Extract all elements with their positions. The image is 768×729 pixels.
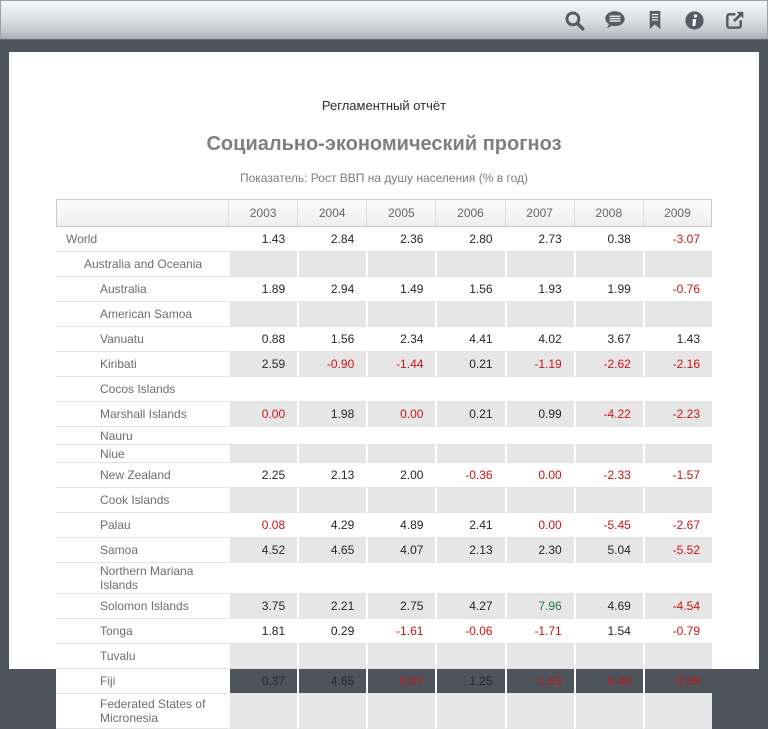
value-cell	[366, 445, 435, 463]
info-icon[interactable]	[678, 5, 711, 35]
row-label: Tonga	[56, 619, 228, 644]
value-cell: -0.76	[643, 277, 712, 302]
value-cell: 1.89	[228, 277, 297, 302]
table-row	[56, 669, 712, 694]
value-cell: 2.84	[297, 227, 366, 252]
row-label: American Samoa	[56, 302, 228, 327]
value-cell: 1.43	[228, 227, 297, 252]
column-header-empty	[56, 199, 228, 227]
value-cell	[228, 252, 297, 277]
value-cell: 2.73	[505, 227, 574, 252]
row-label: Vanuatu	[56, 327, 228, 352]
value-cell: 4.41	[435, 327, 504, 352]
table-header-row	[56, 199, 712, 227]
value-cell: 2.25	[228, 463, 297, 488]
column-header-2005: 2005	[366, 199, 435, 227]
value-cell: -2.33	[574, 463, 643, 488]
value-cell	[297, 302, 366, 327]
value-cell	[435, 377, 504, 402]
value-cell	[366, 302, 435, 327]
value-cell	[297, 488, 366, 513]
row-label: Nauru	[56, 427, 228, 445]
value-cell	[643, 302, 712, 327]
row-label: World	[56, 227, 228, 252]
value-cell	[297, 445, 366, 463]
value-cell	[574, 445, 643, 463]
value-cell	[435, 644, 504, 669]
value-cell: 4.29	[297, 513, 366, 538]
table-row	[56, 252, 712, 277]
value-cell: -5.52	[643, 538, 712, 563]
value-cell	[366, 694, 435, 729]
row-label: Kiribati	[56, 352, 228, 377]
value-cell	[505, 445, 574, 463]
table-row	[56, 352, 712, 377]
value-cell: 4.52	[228, 538, 297, 563]
value-cell: 2.80	[435, 227, 504, 252]
value-cell	[505, 694, 574, 729]
value-cell	[366, 488, 435, 513]
value-cell: 1.98	[297, 402, 366, 427]
value-cell: 2.21	[297, 594, 366, 619]
value-cell: 2.41	[435, 513, 504, 538]
value-cell	[366, 563, 435, 594]
value-cell	[574, 694, 643, 729]
value-cell: -1.44	[366, 352, 435, 377]
value-cell	[297, 427, 366, 445]
row-label: New Zealand	[56, 463, 228, 488]
value-cell: 5.04	[574, 538, 643, 563]
table-row	[56, 445, 712, 463]
value-cell: 1.56	[435, 277, 504, 302]
row-label: Northern Mariana Islands	[56, 563, 228, 594]
value-cell: -1.53	[505, 669, 574, 694]
value-cell	[435, 445, 504, 463]
value-cell: -0.06	[435, 619, 504, 644]
value-cell: -0.79	[643, 619, 712, 644]
table-row	[56, 463, 712, 488]
value-cell: -2.62	[574, 352, 643, 377]
row-label: Palau	[56, 513, 228, 538]
value-cell: 2.34	[366, 327, 435, 352]
report-type-label: Регламентный отчёт	[321, 98, 447, 113]
value-cell: -1.71	[505, 619, 574, 644]
value-cell: 0.21	[435, 402, 504, 427]
value-cell: -5.45	[574, 513, 643, 538]
value-cell	[505, 488, 574, 513]
value-cell	[505, 644, 574, 669]
table-row	[56, 513, 712, 538]
value-cell: -1.61	[366, 619, 435, 644]
value-cell: 2.13	[297, 463, 366, 488]
value-cell: 0.21	[435, 352, 504, 377]
table-row	[56, 277, 712, 302]
table-row	[56, 619, 712, 644]
value-cell	[505, 302, 574, 327]
table-body	[56, 227, 712, 729]
value-cell: 2.00	[366, 463, 435, 488]
value-cell	[643, 694, 712, 729]
value-cell	[297, 644, 366, 669]
value-cell	[574, 644, 643, 669]
table-row	[56, 302, 712, 327]
value-cell	[505, 252, 574, 277]
value-cell: 1.93	[505, 277, 574, 302]
value-cell	[228, 302, 297, 327]
value-cell	[574, 377, 643, 402]
value-cell: -1.19	[505, 352, 574, 377]
column-header-2008: 2008	[574, 199, 643, 227]
value-cell	[228, 563, 297, 594]
value-cell: -4.22	[574, 402, 643, 427]
column-header-2004: 2004	[297, 199, 366, 227]
value-cell: 3.75	[228, 594, 297, 619]
value-cell: 7.96	[505, 594, 574, 619]
table-row	[56, 694, 712, 729]
value-cell	[366, 252, 435, 277]
value-cell	[643, 377, 712, 402]
row-label: Solomon Islands	[56, 594, 228, 619]
bookmark-icon[interactable]	[638, 5, 671, 35]
value-cell: -0.90	[297, 352, 366, 377]
value-cell: 0.29	[297, 619, 366, 644]
table-row	[56, 377, 712, 402]
value-cell: 2.59	[228, 352, 297, 377]
value-cell: 1.56	[297, 327, 366, 352]
value-cell: 2.30	[505, 538, 574, 563]
value-cell: -0.36	[435, 463, 504, 488]
value-cell	[228, 377, 297, 402]
value-cell	[574, 427, 643, 445]
value-cell	[297, 563, 366, 594]
value-cell	[366, 644, 435, 669]
value-cell: 1.25	[435, 669, 504, 694]
value-cell	[643, 644, 712, 669]
value-cell	[643, 427, 712, 445]
value-cell: 4.27	[435, 594, 504, 619]
row-label: Australia and Oceania	[56, 252, 228, 277]
value-cell: 0.88	[228, 327, 297, 352]
value-cell: 4.65	[297, 669, 366, 694]
value-cell: 0.08	[228, 513, 297, 538]
value-cell	[574, 488, 643, 513]
value-cell: 4.89	[366, 513, 435, 538]
row-label: Federated States of Micronesia	[56, 694, 228, 729]
column-header-2009: 2009	[643, 199, 712, 227]
value-cell	[505, 377, 574, 402]
value-cell	[574, 302, 643, 327]
value-cell: 3.67	[574, 327, 643, 352]
value-cell	[366, 377, 435, 402]
row-label: Cook Islands	[56, 488, 228, 513]
value-cell: 4.65	[297, 538, 366, 563]
table-row	[56, 538, 712, 563]
table-row	[56, 227, 712, 252]
export-icon[interactable]	[718, 5, 751, 35]
value-cell: 0.07	[366, 669, 435, 694]
value-cell	[228, 445, 297, 463]
value-cell	[643, 488, 712, 513]
value-cell	[574, 252, 643, 277]
comment-icon[interactable]	[598, 5, 631, 35]
value-cell: 0.38	[574, 227, 643, 252]
value-cell: -2.67	[643, 513, 712, 538]
value-cell: -2.23	[643, 402, 712, 427]
value-cell	[643, 445, 712, 463]
value-cell	[297, 694, 366, 729]
value-cell	[228, 488, 297, 513]
value-cell: 0.00	[505, 513, 574, 538]
table-row	[56, 327, 712, 352]
value-cell	[643, 252, 712, 277]
value-cell	[297, 252, 366, 277]
table-row	[56, 402, 712, 427]
row-label: Fiji	[56, 669, 228, 694]
value-cell: 1.99	[574, 277, 643, 302]
value-cell: 0.00	[505, 463, 574, 488]
value-cell: 0.00	[228, 402, 297, 427]
value-cell: 4.02	[505, 327, 574, 352]
value-cell: 0.00	[366, 402, 435, 427]
value-cell	[228, 427, 297, 445]
value-cell: -1.57	[643, 463, 712, 488]
value-cell	[435, 252, 504, 277]
value-cell: 2.13	[435, 538, 504, 563]
value-cell: 2.36	[366, 227, 435, 252]
value-cell	[435, 563, 504, 594]
row-label: Australia	[56, 277, 228, 302]
value-cell	[505, 563, 574, 594]
value-cell: -4.54	[643, 594, 712, 619]
value-cell	[435, 488, 504, 513]
value-cell: 1.54	[574, 619, 643, 644]
data-table	[56, 199, 712, 729]
document-page	[9, 52, 759, 725]
value-cell: 2.75	[366, 594, 435, 619]
table-row	[56, 594, 712, 619]
table-row	[56, 427, 712, 445]
value-cell: -2.16	[643, 352, 712, 377]
value-cell: 4.07	[366, 538, 435, 563]
search-icon[interactable]	[558, 5, 591, 35]
value-cell	[435, 427, 504, 445]
value-cell: 1.81	[228, 619, 297, 644]
value-cell: 1.49	[366, 277, 435, 302]
value-cell	[366, 427, 435, 445]
value-cell: 4.69	[574, 594, 643, 619]
table-row	[56, 488, 712, 513]
table-row	[56, 644, 712, 669]
row-label: Samoa	[56, 538, 228, 563]
toolbar	[0, 0, 768, 40]
row-label: Tuvalu	[56, 644, 228, 669]
value-cell: -3.07	[643, 227, 712, 252]
row-label: Marshall Islands	[56, 402, 228, 427]
report-subtitle: Показатель: Рост ВВП на душу населения (% в год)	[239, 171, 528, 185]
value-cell: 2.94	[297, 277, 366, 302]
value-cell	[228, 644, 297, 669]
column-header-2006: 2006	[435, 199, 504, 227]
table-row	[56, 563, 712, 594]
row-label: Cocos Islands	[56, 377, 228, 402]
column-header-2003: 2003	[228, 199, 297, 227]
row-label: Niue	[56, 445, 228, 463]
value-cell: 0.99	[505, 402, 574, 427]
value-cell	[435, 302, 504, 327]
value-cell	[505, 427, 574, 445]
value-cell	[297, 377, 366, 402]
value-cell	[435, 694, 504, 729]
value-cell: -0.43	[574, 669, 643, 694]
value-cell: 0.37	[228, 669, 297, 694]
column-header-2007: 2007	[505, 199, 574, 227]
value-cell	[574, 563, 643, 594]
report-title: Социально-экономический прогноз	[206, 133, 562, 155]
value-cell	[643, 563, 712, 594]
value-cell: 1.43	[643, 327, 712, 352]
value-cell	[228, 694, 297, 729]
value-cell: -3.59	[643, 669, 712, 694]
